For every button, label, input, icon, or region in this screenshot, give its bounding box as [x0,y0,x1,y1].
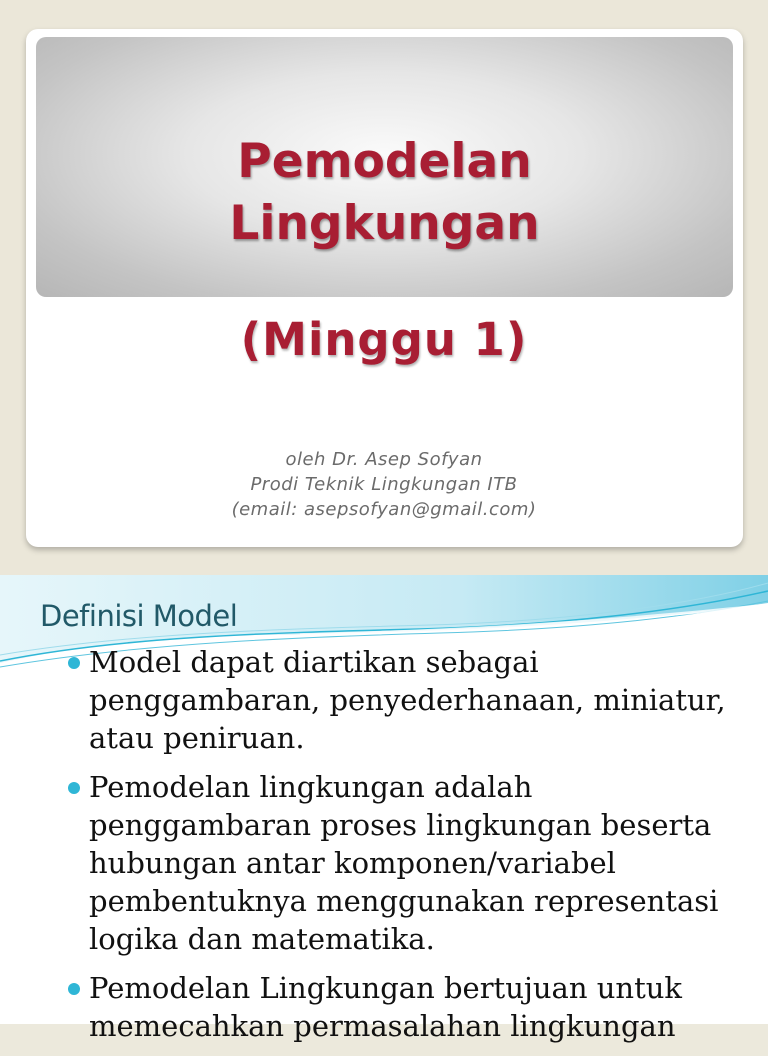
bullet-dot-icon [68,657,80,669]
author-email: (email: asepsofyan@gmail.com) [231,499,537,520]
title-line-1: Pemodelan [237,134,532,189]
list-item [68,768,758,958]
bullet-line: pembentuknya menggunakan representasi [89,884,719,918]
bullet-line: Pemodelan lingkungan adalah [89,770,533,804]
author-affiliation: Prodi Teknik Lingkungan ITB [250,474,518,495]
author-info [0,447,768,522]
slide-subtitle: (Minggu 1) [240,313,528,366]
bullet-line: penggambaran proses lingkungan beserta [89,808,712,842]
bullet-line: logika dan matematika. [89,922,435,956]
bullet-line: Model dapat diartikan sebagai [89,645,539,679]
slide-title [36,131,733,255]
list-item [68,969,758,1045]
title-line-2: Lingkungan [229,196,540,251]
bullet-list [68,643,758,1056]
bullet-line: atau peniruan. [89,721,305,755]
bullet-dot-icon [68,983,80,995]
bullet-line: Pemodelan Lingkungan bertujuan untuk [89,971,682,1005]
list-item [68,643,758,757]
bullet-dot-icon [68,782,80,794]
content-slide [0,575,768,1043]
slide-heading: Definisi Model [40,599,238,633]
bullet-line: memecahkan permasalahan lingkungan [89,1009,676,1043]
title-banner [36,37,733,297]
author-name: oleh Dr. Asep Sofyan [285,449,483,470]
bullet-line: hubungan antar komponen/variabel [89,846,616,880]
bullet-line: penggambaran, penyederhanaan, miniatur, [89,683,726,717]
